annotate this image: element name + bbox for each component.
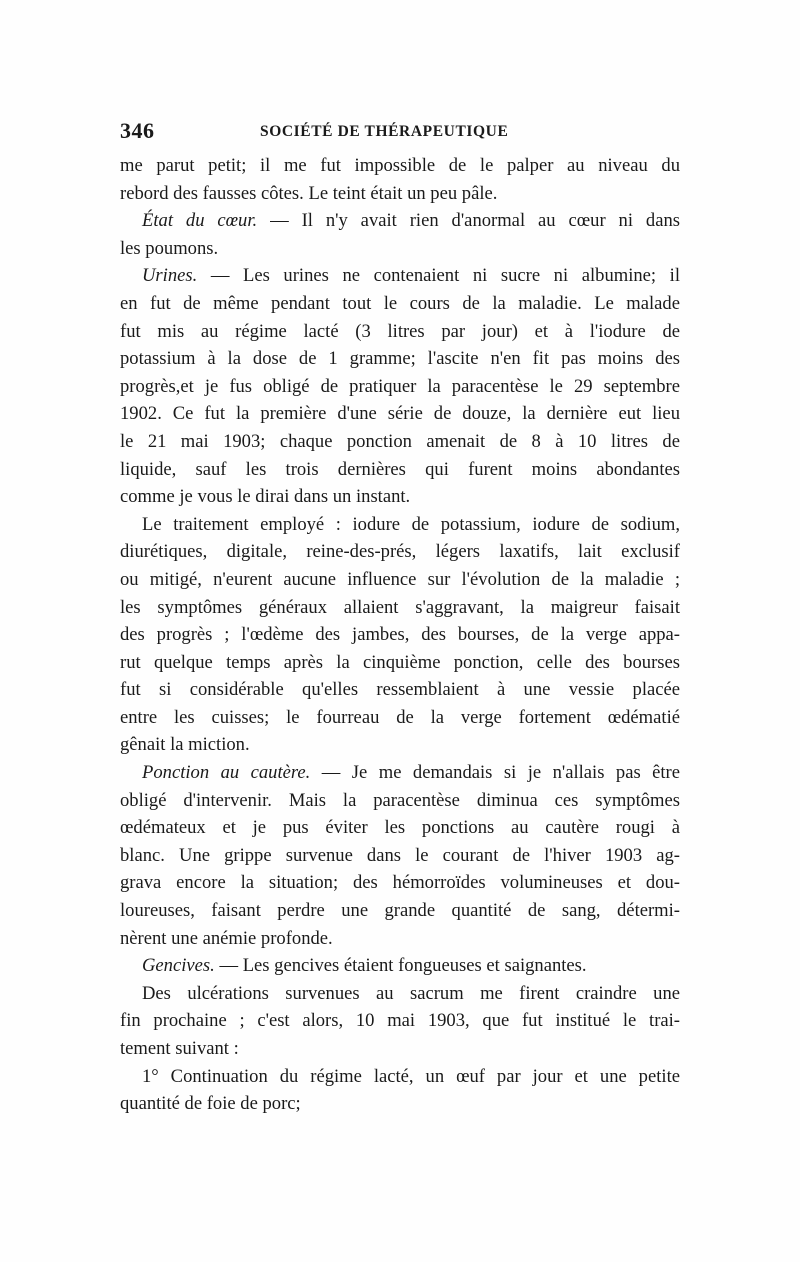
text-line: le 21 mai 1903; chaque ponction amenait de 8 à 10 litres de: [120, 430, 680, 452]
section-lead: Gencives.: [142, 955, 215, 977]
text-line: fin prochaine ; c'est alors, 10 mai 1903, que fut institué le trai-: [120, 1010, 680, 1032]
text-line: Urines. — Les urines ne contenaient ni sucre ni albumine; il: [142, 265, 680, 287]
text-line: en fut de même pendant tout le cours de la maladie. Le malade: [120, 292, 680, 314]
page-number: 346: [120, 118, 155, 143]
text-line: 1902. Ce fut la première d'une série de douze, la dernière eut lieu: [120, 403, 680, 425]
text-line: des progrès ; l'œdème des jambes, des bourses, de la verge appa-: [120, 624, 680, 646]
text-line: ou mitigé, n'eurent aucune influence sur l'évolution de la maladie ;: [120, 568, 680, 590]
text-line: nèrent une anémie profonde.: [120, 927, 333, 949]
text-line: 1° Continuation du régime lacté, un œuf par jour et une petite: [142, 1065, 680, 1087]
page-header: [120, 118, 680, 148]
running-head: SOCIÉTÉ DE THÉRAPEUTIQUE: [260, 123, 509, 140]
text-line: fut mis au régime lacté (3 litres par jour) et à l'iodure de: [120, 320, 680, 342]
text-line: progrès,et je fus obligé de pratiquer la paracentèse le 29 septembre: [120, 375, 680, 397]
text-line: diurétiques, digitale, reine-des-prés, légers laxatifs, lait exclusif: [120, 541, 680, 563]
text-line: obligé d'intervenir. Mais la paracentèse diminua ces symptômes: [120, 789, 680, 811]
section-lead: Ponction au cautère.: [142, 762, 311, 784]
text-line: œdémateux et je pus éviter les ponctions au cautère rougi à: [120, 817, 680, 839]
text-line: État du cœur. — Il n'y avait rien d'anormal au cœur ni dans: [142, 210, 680, 232]
text-line: blanc. Une grippe survenue dans le courant de l'hiver 1903 ag-: [120, 844, 680, 866]
text-line: rebord des fausses côtes. Le teint était un peu pâle.: [120, 182, 498, 204]
text-line: potassium à la dose de 1 gramme; l'ascite n'en fit pas moins des: [120, 348, 680, 370]
text-line: fut si considérable qu'elles ressemblaient à une vessie placée: [120, 679, 680, 701]
text-line: Le traitement employé : iodure de potassium, iodure de sodium,: [142, 513, 680, 535]
text-line: Des ulcérations survenues au sacrum me firent craindre une: [142, 982, 680, 1004]
text-line: Gencives. — Les gencives étaient fongueuses et saignantes.: [142, 955, 587, 977]
section-lead: État du cœur.: [142, 210, 258, 232]
text-line: loureuses, faisant perdre une grande quantité de sang, détermi-: [120, 900, 680, 922]
section-lead: Urines.: [142, 265, 198, 287]
text-line: rut quelque temps après la cinquième ponction, celle des bourses: [120, 651, 680, 673]
text-line: me parut petit; il me fut impossible de le palper au niveau du: [120, 155, 680, 176]
text-line: les symptômes généraux allaient s'aggravant, la maigreur faisait: [120, 596, 680, 618]
body-text: [120, 152, 680, 1118]
text-line: grava encore la situation; des hémorroïdes volumineuses et dou-: [120, 872, 680, 894]
text-line: tement suivant :: [120, 1038, 239, 1059]
text-line: Ponction au cautère. — Je me demandais si je n'allais pas être: [142, 762, 680, 784]
text-line: quantité de foie de porc;: [120, 1093, 301, 1115]
text-line: les poumons.: [120, 237, 219, 259]
text-line: liquide, sauf les trois dernières qui furent moins abondantes: [120, 458, 680, 480]
text-line: entre les cuisses; le fourreau de la verge fortement œdématié: [120, 706, 680, 728]
text-line: gênait la miction.: [120, 734, 250, 756]
text-line: comme je vous le dirai dans un instant.: [120, 486, 411, 508]
